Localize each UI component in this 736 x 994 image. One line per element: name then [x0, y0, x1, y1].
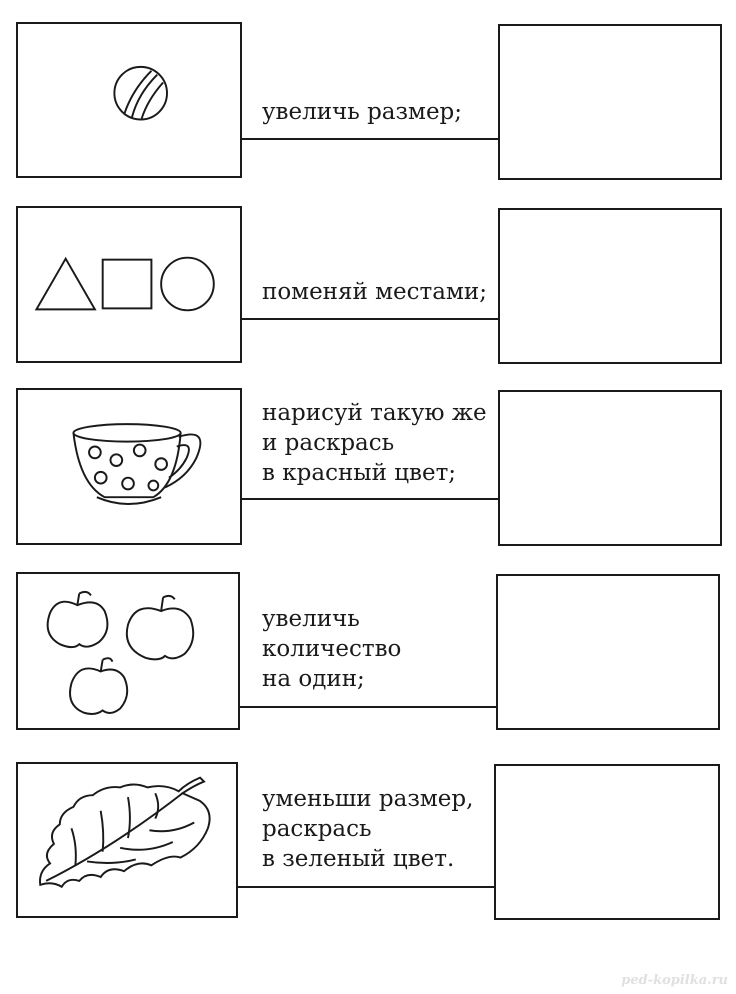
triangle-icon	[36, 259, 94, 310]
task-3-picture-box	[16, 388, 242, 545]
task-5-line-2: раскрась	[262, 816, 372, 842]
task-1-answer-box[interactable]	[498, 24, 722, 180]
task-3-line-3: в красный цвет;	[262, 460, 457, 486]
task-4-connector-line	[238, 706, 496, 708]
leaf-icon	[18, 764, 236, 916]
apples-icon	[18, 574, 238, 728]
task-2-connector-line	[240, 318, 498, 320]
task-4-instruction	[262, 604, 494, 694]
task-3-line-1: нарисуй такую же	[262, 400, 487, 426]
task-5-answer-box[interactable]	[494, 764, 720, 920]
task-3-line-2: и раскрась	[262, 430, 395, 456]
task-4-answer-box[interactable]	[496, 574, 720, 730]
task-5-line-3: в зеленый цвет.	[262, 846, 455, 872]
task-3-answer-box[interactable]	[498, 390, 722, 546]
task-4-picture-box	[16, 572, 240, 730]
task-5-connector-line	[236, 886, 494, 888]
watermark: ped-kopilka.ru	[621, 973, 728, 988]
task-2-answer-box[interactable]	[498, 208, 722, 364]
task-1-line-1: увеличь размер;	[262, 99, 463, 125]
task-4-line-1: увеличь	[262, 606, 360, 632]
task-2-picture-box	[16, 206, 242, 363]
task-1-picture-box	[16, 22, 242, 178]
task-4-line-2: количество	[262, 636, 402, 662]
task-4-line-3: на один;	[262, 666, 365, 692]
task-5-instruction	[262, 784, 494, 874]
circle-icon	[161, 258, 214, 311]
task-2-line-1: поменяй местами;	[262, 279, 487, 305]
task-5-picture-box	[16, 762, 238, 918]
cup-icon	[18, 390, 240, 543]
task-3-instruction	[262, 398, 494, 488]
task-3-connector-line	[240, 498, 498, 500]
task-5-line-1: уменьши размер,	[262, 786, 474, 812]
task-1-instruction	[262, 97, 494, 127]
ball-icon	[18, 24, 240, 176]
task-1-connector-line	[240, 138, 498, 140]
shapes-icon	[18, 208, 240, 361]
task-2-instruction	[262, 277, 494, 307]
square-icon	[103, 260, 152, 309]
